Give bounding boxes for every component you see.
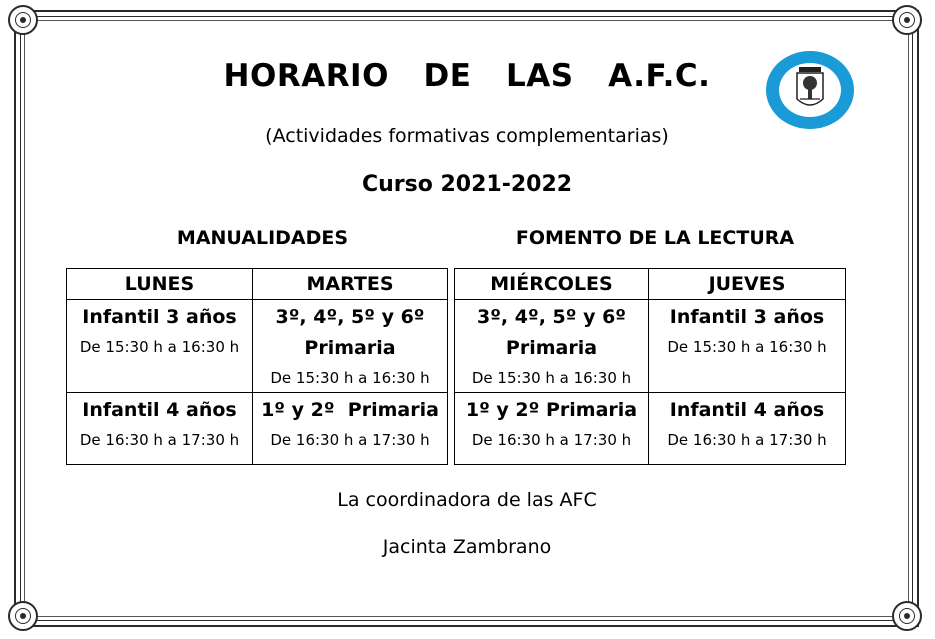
- group-label: Infantil 3 años: [82, 306, 237, 328]
- coordinator-label: La coordinadora de las AFC: [337, 489, 597, 511]
- time-label: De 16:30 h a 17:30 h: [667, 431, 827, 449]
- group-label: 3º, 4º, 5º y 6º Primaria: [476, 306, 627, 359]
- day-header-lunes: LUNES: [67, 269, 253, 300]
- activity-title-manualidades: MANUALIDADES: [176, 227, 349, 249]
- schedule-cell: [67, 300, 253, 393]
- schedule-table-manualidades: [66, 268, 448, 465]
- schedule-cell: [253, 300, 448, 393]
- corner-ornament-top-right: [892, 5, 922, 35]
- time-label: De 15:30 h a 16:30 h: [667, 338, 827, 356]
- document-title: HORARIO DE LAS A.F.C.: [223, 58, 711, 94]
- group-label: 1º y 2º Primaria: [261, 399, 439, 421]
- corner-ornament-bottom-left: [8, 601, 38, 631]
- time-label: De 16:30 h a 17:30 h: [270, 431, 430, 449]
- schedule-cell: [67, 393, 253, 465]
- time-label: De 16:30 h a 17:30 h: [79, 431, 240, 449]
- group-label: Infantil 3 años: [669, 306, 825, 328]
- time-label: De 16:30 h a 17:30 h: [471, 431, 632, 449]
- corner-ornament-top-left: [8, 5, 38, 35]
- day-header-miercoles: MIÉRCOLES: [455, 269, 649, 300]
- schedule-cell: [455, 393, 649, 465]
- day-header-jueves: JUEVES: [649, 269, 846, 300]
- schedule-table-lectura: [454, 268, 846, 465]
- group-label: Infantil 4 años: [669, 399, 825, 421]
- schedule-cell: [649, 393, 846, 465]
- group-label: 3º, 4º, 5º y 6º Primaria: [275, 306, 425, 359]
- schedule-cell: [455, 300, 649, 393]
- time-label: De 15:30 h a 16:30 h: [79, 338, 240, 356]
- day-header-martes: MARTES: [253, 269, 448, 300]
- group-label: 1º y 2º Primaria: [465, 399, 638, 421]
- course-year: Curso 2021-2022: [361, 172, 573, 197]
- time-label: De 15:30 h a 16:30 h: [471, 369, 632, 387]
- schedule-cell: [253, 393, 448, 465]
- coordinator-name: Jacinta Zambrano: [382, 536, 552, 558]
- time-label: De 15:30 h a 16:30 h: [270, 369, 430, 387]
- corner-ornament-bottom-right: [892, 601, 922, 631]
- group-label: Infantil 4 años: [82, 399, 237, 421]
- schedule-cell: [649, 300, 846, 393]
- school-logo: [763, 49, 857, 131]
- activity-title-lectura: FOMENTO DE LA LECTURA: [515, 227, 795, 249]
- document-subtitle: (Actividades formativas complementarias): [265, 125, 669, 147]
